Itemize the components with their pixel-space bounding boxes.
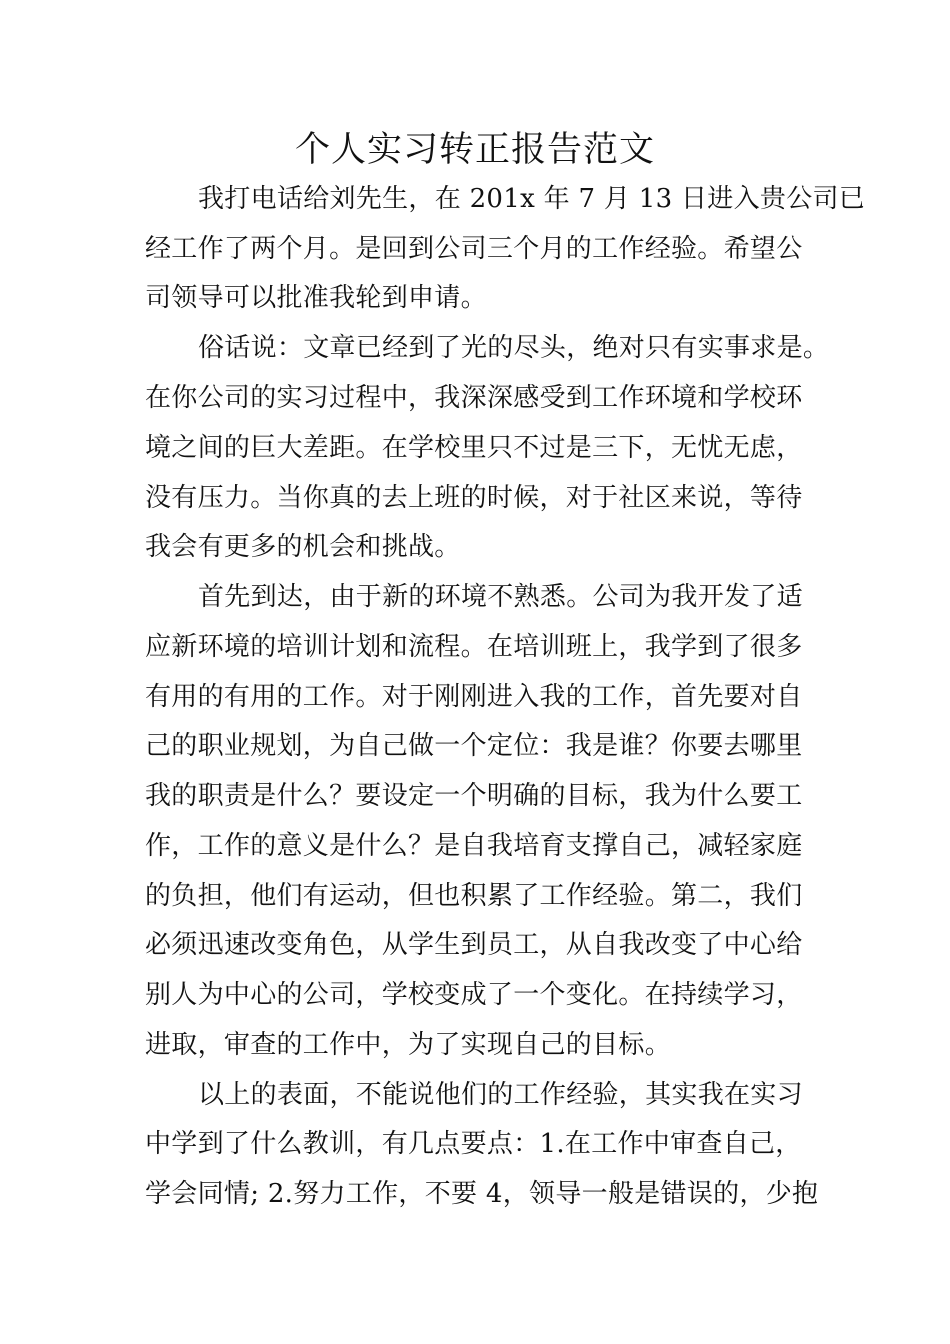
paragraph-line: 我会有更多的机会和挑战。 <box>145 532 461 562</box>
paragraph-line: 经工作了两个月。是回到公司三个月的工作经验。希望公 <box>145 234 803 264</box>
paragraph-line: 有用的有用的工作。对于刚刚进入我的工作，首先要对自 <box>145 682 803 712</box>
paragraph-line: 我的职责是什么？要设定一个明确的目标，我为什么要工 <box>145 781 803 811</box>
paragraph-line: 进取，审查的工作中，为了实现自己的目标。 <box>145 1030 672 1060</box>
paragraph-line: 我打电话给刘先生，在 201x 年 7 月 13 日进入贵公司已 <box>198 184 866 214</box>
paragraph-line: 中学到了什么教训，有几点要点：1.在工作中审查自己， <box>145 1129 802 1159</box>
paragraph-line: 应新环境的培训计划和流程。在培训班上，我学到了很多 <box>145 632 803 662</box>
paragraph-line: 以上的表面，不能说他们的工作经验，其实我在实习 <box>198 1080 803 1110</box>
paragraph-line: 别人为中心的公司，学校变成了一个变化。在持续学习， <box>145 980 803 1010</box>
paragraph-line: 首先到达，由于新的环境不熟悉。公司为我开发了适 <box>198 582 803 612</box>
paragraph-line: 必须迅速改变角色，从学生到员工，从自我改变了中心给 <box>145 930 803 960</box>
paragraph-line: 学会同情; 2.努力工作，不要 4，领导一般是错误的，少抱 <box>145 1179 819 1209</box>
paragraph-line: 俗话说：文章已经到了光的尽头，绝对只有实事求是。 <box>198 333 830 363</box>
paragraph-line: 没有压力。当你真的去上班的时候，对于社区来说，等待 <box>145 483 803 513</box>
document-title: 个人实习转正报告范文 <box>294 130 655 170</box>
paragraph-line: 的负担，他们有运动，但也积累了工作经验。第二，我们 <box>145 881 803 911</box>
paragraph-line: 在你公司的实习过程中，我深深感受到工作环境和学校环 <box>145 383 803 413</box>
paragraph-line: 境之间的巨大差距。在学校里只不过是三下，无忧无虑， <box>145 433 803 463</box>
paragraph-line: 作，工作的意义是什么？是自我培育支撑自己，减轻家庭 <box>145 831 803 861</box>
paragraph-line: 司领导可以批准我轮到申请。 <box>145 283 487 313</box>
paragraph-line: 己的职业规划，为自己做一个定位：我是谁？你要去哪里 <box>145 731 803 761</box>
